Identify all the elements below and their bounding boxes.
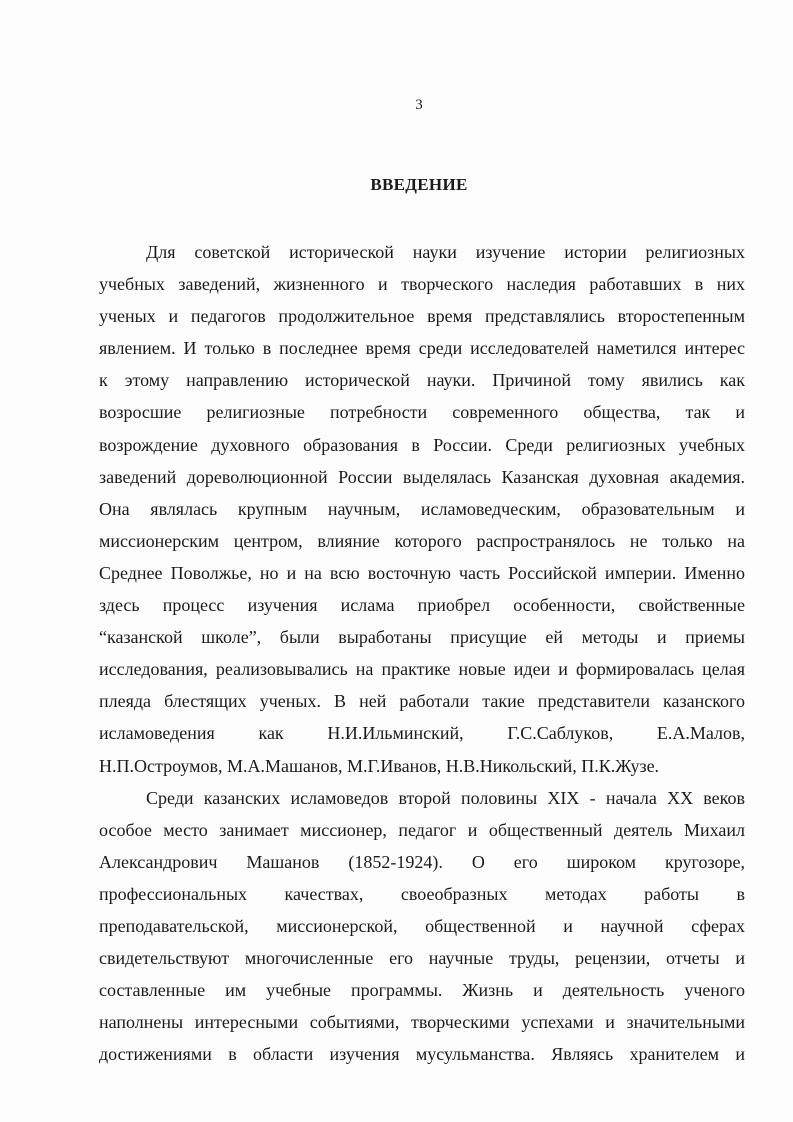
paragraph-1-line-12: здесь процесс изучения ислама приобрел особенности, свойственные bbox=[99, 595, 745, 616]
paragraph-1-line-11: Среднее Поволжье, но и на всю восточную часть Российской империи. Именно bbox=[99, 562, 745, 583]
paragraph-1-line-2: учебных заведений, жизненного и творческого наследия работавших в них bbox=[99, 274, 745, 295]
paragraph-1-line-14: исследования, реализовывались на практике новые идеи и формировалась целая bbox=[99, 659, 745, 680]
paragraph-1-line-13: “казанской школе”, были выработаны присущие ей методы и приемы bbox=[99, 627, 745, 648]
paragraph-2-line-7: составленные им учебные программы. Жизнь и деятельность ученого bbox=[99, 980, 745, 1001]
paragraph-1-line-16: исламоведения как Н.И.Ильминский, Г.С.Саблуков, Е.А.Малов, bbox=[99, 723, 745, 744]
paragraph-1-line-4: явлением. И только в последнее время среди исследователей наметился интерес bbox=[99, 338, 745, 359]
section-heading: ВВЕДЕНИЕ bbox=[370, 175, 468, 194]
page-number: 3 bbox=[415, 97, 423, 113]
paragraph-2-line-3: Александрович Машанов (1852-1924). О его широком кругозоре, bbox=[99, 851, 745, 872]
paragraph-1-line-3: ученых и педагогов продолжительное время представлялись второстепенным bbox=[99, 306, 745, 327]
paragraph-2-line-1: Среди казанских исламоведов второй половины XIX - начала XX веков bbox=[146, 787, 745, 808]
paragraph-2-line-4: профессиональных качествах, своеобразных методах работы в bbox=[99, 883, 745, 904]
paragraph-2-line-5: преподавательской, миссионерской, общественной и научной сферах bbox=[99, 915, 745, 936]
paragraph-2-line-8: наполнены интересными событиями, творческими успехами и значительными bbox=[99, 1012, 745, 1033]
paragraph-1-line-10: миссионерским центром, влияние которого распространялось не только на bbox=[99, 530, 745, 551]
paragraph-1-line-6: возросшие религиозные потребности современного общества, так и bbox=[99, 402, 745, 423]
paragraph-1-line-5: к этому направлению исторической науки. Причиной тому явились как bbox=[99, 370, 745, 391]
body-text bbox=[99, 236, 745, 1070]
paragraph-1-line-15: плеяда блестящих ученых. В ней работали такие представители казанского bbox=[99, 691, 745, 712]
paragraph-1-line-9: Она являлась крупным научным, исламоведческим, образовательным и bbox=[99, 498, 745, 519]
paragraph-2-line-9: достижениями в области изучения мусульманства. Являясь хранителем и bbox=[99, 1044, 745, 1065]
paragraph-1-line-7: возрождение духовного образования в России. Среди религиозных учебных bbox=[99, 434, 745, 455]
paragraph-1-line-17: Н.П.Остроумов, М.А.Машанов, М.Г.Иванов, Н.В.Никольский, П.К.Жузе. bbox=[99, 755, 660, 776]
paragraph-1-line-8: заведений дореволюционной России выделялась Казанская духовная академия. bbox=[99, 466, 745, 487]
paragraph-2-line-6: свидетельствуют многочисленные его научные труды, рецензии, отчеты и bbox=[99, 948, 745, 969]
paragraph-2-line-2: особое место занимает миссионер, педагог и общественный деятель Михаил bbox=[99, 819, 745, 840]
paragraph-1-line-1: Для советской исторической науки изучение истории религиозных bbox=[146, 242, 745, 262]
